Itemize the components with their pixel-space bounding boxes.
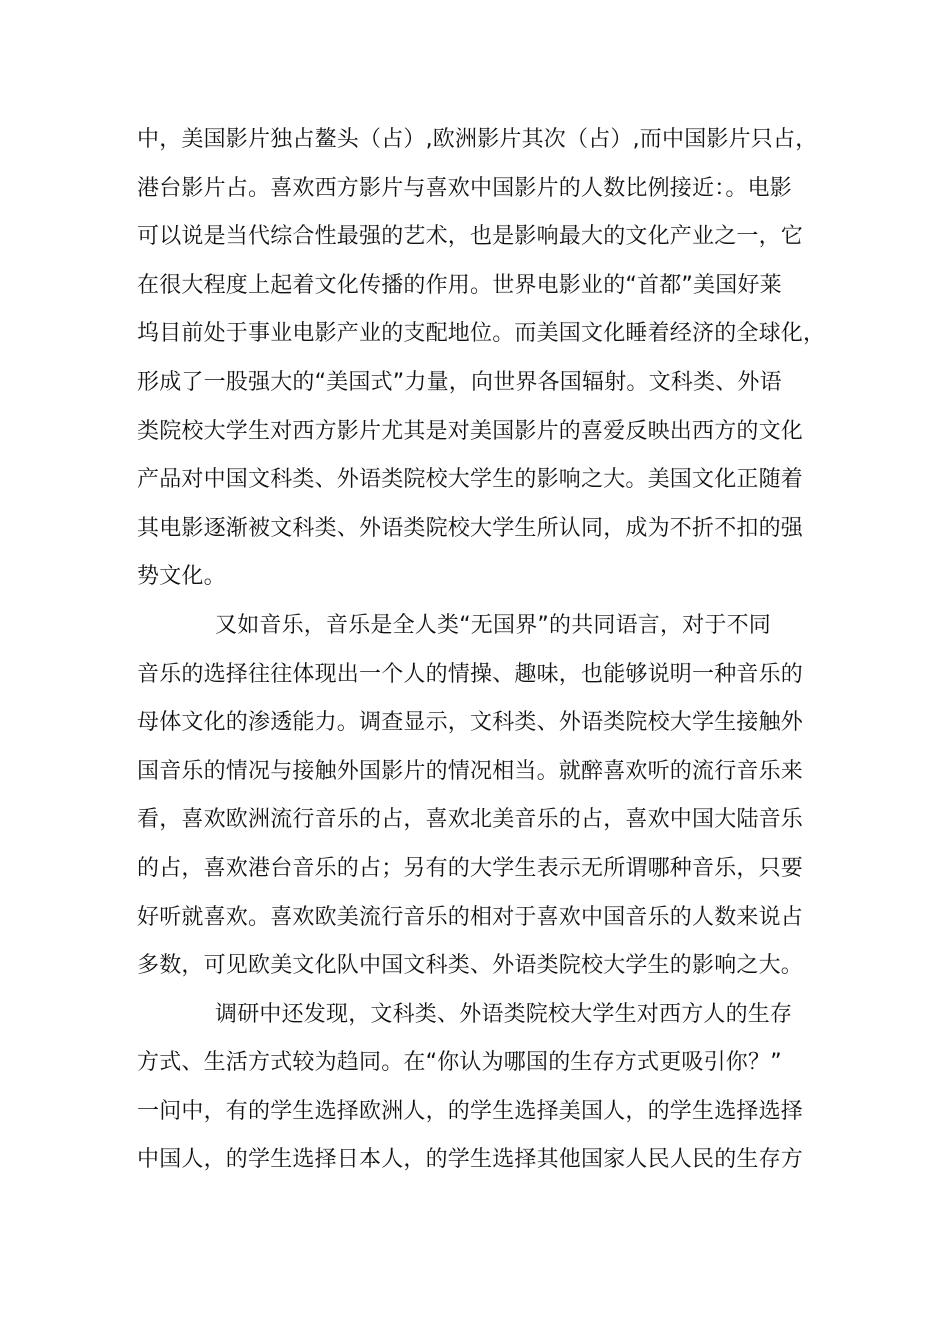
text-line: 调研中还发现，文科类、外语类院校大学生对西方人的生存: [215, 1001, 793, 1027]
text-line: 方式、生活方式较为趋同。在“你认为哪国的生存方式更吸引你？”: [137, 1050, 782, 1076]
text-line: 国音乐的情况与接触外国影片的情况相当。就醉喜欢听的流行音乐来: [137, 758, 804, 784]
text-line: 看，喜欢欧洲流行音乐的占，喜欢北美音乐的占，喜欢中国大陆音乐: [137, 807, 804, 833]
text-line: 形成了一股强大的“美国式”力量，向世界各国辐射。文科类、外语: [137, 369, 782, 395]
text-line: 的占，喜欢港台音乐的占；另有的大学生表示无所谓哪种音乐，只要: [137, 855, 804, 881]
text-line: 在很大程度上起着文化传播的作用。世界电影业的“首都”美国好莱: [137, 272, 782, 298]
text-line: 可以说是当代综合性最强的艺术，也是影响最大的文化产业之一，它: [137, 224, 804, 250]
text-line: 港台影片占。喜欢西方影片与喜欢中国影片的人数比例接近：。电影: [137, 175, 793, 201]
text-line: 多数，可见欧美文化队中国文科类、外语类院校大学生的影响之大。: [137, 953, 804, 979]
body-text: [137, 116, 827, 1185]
text-line: 坞目前处于事业电影产业的支配地位。而美国文化睡着经济的全球化，: [137, 321, 826, 347]
text-line: 中国人，的学生选择日本人，的学生选择其他国家人民人民的生存方: [137, 1147, 804, 1173]
text-line: 其电影逐渐被文科类、外语类院校大学生所认同，成为不折不扣的强: [137, 515, 804, 541]
text-line: 势文化。: [137, 564, 226, 590]
text-line: 类院校大学生对西方影片尤其是对美国影片的喜爱反映出西方的文化: [137, 418, 804, 444]
text-line: 好听就喜欢。喜欢欧美流行音乐的相对于喜欢中国音乐的人数来说占: [137, 904, 804, 930]
text-line: 音乐的选择往往体现出一个人的情操、趣味，也能够说明一种音乐的: [137, 661, 804, 687]
text-line: 又如音乐，音乐是全人类“无国界”的共同语言，对于不同: [215, 612, 771, 638]
text-line: 一问中，有的学生选择欧洲人，的学生选择美国人，的学生选择选择: [137, 1098, 804, 1124]
paragraph-lifestyle: [137, 991, 827, 1185]
paragraph-music: [137, 602, 827, 991]
text-line: 中，美国影片独占鳌头（占）,欧洲影片其次（占）,而中国影片只占，: [137, 127, 818, 152]
text-line: 产品对中国文科类、外语类院校大学生的影响之大。美国文化正随着: [137, 467, 804, 493]
text-line: 母体文化的渗透能力。调查显示，文科类、外语类院校大学生接触外: [137, 710, 804, 736]
paragraph-film: [137, 116, 827, 602]
